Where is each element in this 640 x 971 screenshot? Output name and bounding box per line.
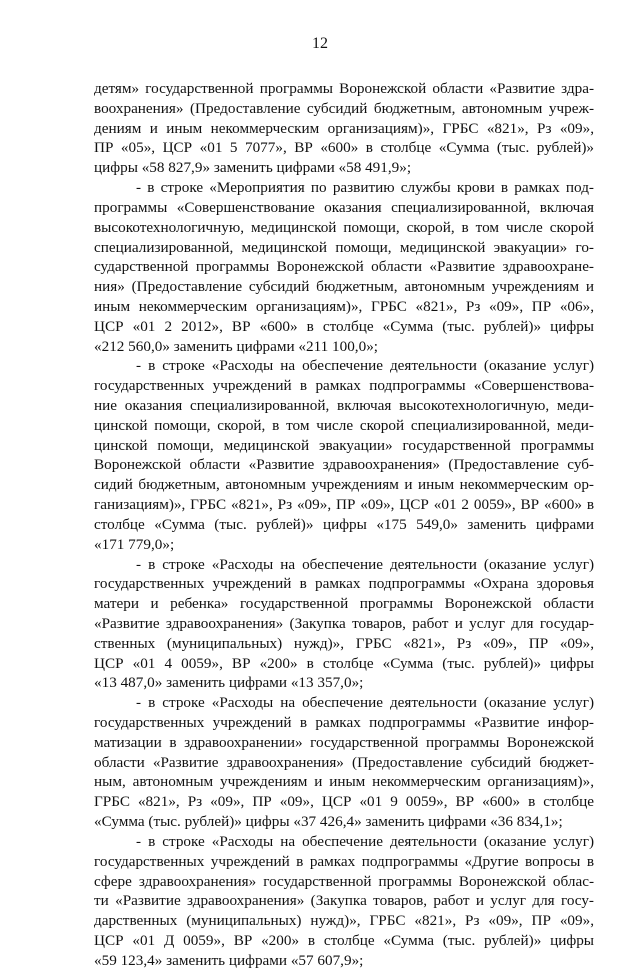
body-text [94, 79, 594, 971]
text-line: области «Развитие здравоохранения» (Предоставление субсидий бюджет- [94, 753, 594, 771]
text-line: «Сумма (тыс. рублей)» цифры «37 426,4» заменить цифрами «36 834,1»; [94, 813, 563, 831]
text-line: ния» (Предоставление субсидий бюджетным, автономным учреждениям и [94, 278, 594, 296]
text-line: «171 779,0»; [94, 535, 175, 553]
text-line: воохранения» (Предоставление субсидий бюджетным, автономным учреж- [94, 99, 594, 117]
text-line: сидий бюджетным, автономным учреждениям и иным некоммерческим ор- [94, 476, 594, 494]
text-line: «212 560,0» заменить цифрами «211 100,0»; [94, 337, 379, 355]
text-line: Воронежской области «Развитие здравоохранения» (Предоставление суб- [94, 456, 594, 474]
text-line: иным некоммерческим организациям)», ГРБС «821», Рз «09», ПР «06», [94, 297, 594, 315]
text-line: «13 487,0» заменить цифрами «13 357,0»; [94, 674, 364, 692]
text-line: государственных учреждений в рамках подпрограммы «Охрана здоровья [94, 575, 594, 593]
text-line: столбце «Сумма (тыс. рублей)» цифры «175 549,0» заменить цифрами [94, 515, 594, 533]
text-line: - в строке «Расходы на обеспечение деятельности (оказание услуг) [136, 832, 594, 850]
text-line: матизации в здравоохранении» государственной программы Воронежской [94, 733, 594, 751]
text-line: «Развитие здравоохранения» (Закупка товаров, работ и услуг для государ- [94, 614, 594, 632]
text-line: матери и ребенка» государственной программы Воронежской области [94, 595, 594, 613]
text-line: ние оказания специализированной, включая высокотехнологичную, меди- [94, 397, 594, 414]
text-line: специализированной, медицинской помощи, медицинской эвакуации» го- [94, 238, 594, 256]
text-line: государственных учреждений в рамках подпрограммы «Развитие инфор- [94, 714, 594, 731]
text-line: ПР «05», ЦСР «01 5 7077», ВР «600» в столбце «Сумма (тыс. рублей)» [94, 139, 594, 157]
text-line: дарственных (муниципальных) нужд)», ГРБС «821», Рз «09», ПР «09», [94, 912, 594, 930]
text-line: детям» государственной программы Воронежской области «Развитие здра- [94, 80, 594, 97]
text-line: государственных учреждений в рамках подпрограммы «Совершенствова- [94, 377, 594, 395]
page-number: 12 [312, 35, 328, 52]
text-line: цифры «58 827,9» заменить цифрами «58 491,9»; [94, 159, 412, 177]
text-line: ЦСР «01 Д 0059», ВР «200» в столбце «Сумма (тыс. рублей)» цифры [94, 931, 594, 949]
text-line: высокотехнологичную, медицинской помощи, скорой, в том числе скорой [94, 218, 594, 236]
text-line: цинской помощи, скорой, в том числе скорой специализированной, меди- [94, 416, 594, 434]
text-line: ЦСР «01 4 0059», ВР «200» в столбце «Сумма (тыс. рублей)» цифры [94, 654, 594, 672]
text-line: цинской помощи, медицинской эвакуации» государственной программы [94, 436, 594, 454]
text-line: ЦСР «01 2 2012», ВР «600» в столбце «Сумма (тыс. рублей)» цифры [94, 317, 594, 335]
text-line: сфере здравоохранения» государственной программы Воронежской облас- [94, 872, 594, 890]
text-line: - в строке «Расходы на обеспечение деятельности (оказание услуг) [136, 694, 594, 712]
text-line: ственных (муниципальных) нужд)», ГРБС «821», Рз «09», ПР «09», [94, 634, 594, 652]
text-line: программы «Совершенствование оказания специализированной, включая [94, 198, 594, 216]
text-line: - в строке «Мероприятия по развитию службы крови в рамках под- [136, 179, 594, 197]
text-line: «59 123,4» заменить цифрами «57 607,9»; [94, 951, 364, 969]
text-line: государственных учреждений в рамках подпрограммы «Другие вопросы в [94, 852, 594, 870]
text-line: - в строке «Расходы на обеспечение деятельности (оказание услуг) [136, 357, 594, 375]
text-line: ганизациям)», ГРБС «821», Рз «09», ПР «09», ЦСР «01 2 0059», ВР «600» в [94, 496, 594, 514]
text-line: - в строке «Расходы на обеспечение деятельности (оказание услуг) [136, 555, 594, 573]
text-line: ти «Развитие здравоохранения» (Закупка товаров, работ и услуг для госу- [94, 892, 594, 910]
text-line: сударственной программы Воронежской области «Развитие здравоохране- [94, 258, 594, 276]
text-line: дениям и иным некоммерческим организациям)», ГРБС «821», Рз «09», [94, 119, 594, 137]
text-line: ГРБС «821», Рз «09», ПР «09», ЦСР «01 9 0059», ВР «600» в столбце [94, 793, 594, 811]
text-line: ным, автономным учреждениям и иным некоммерческим организациям)», [94, 773, 594, 791]
